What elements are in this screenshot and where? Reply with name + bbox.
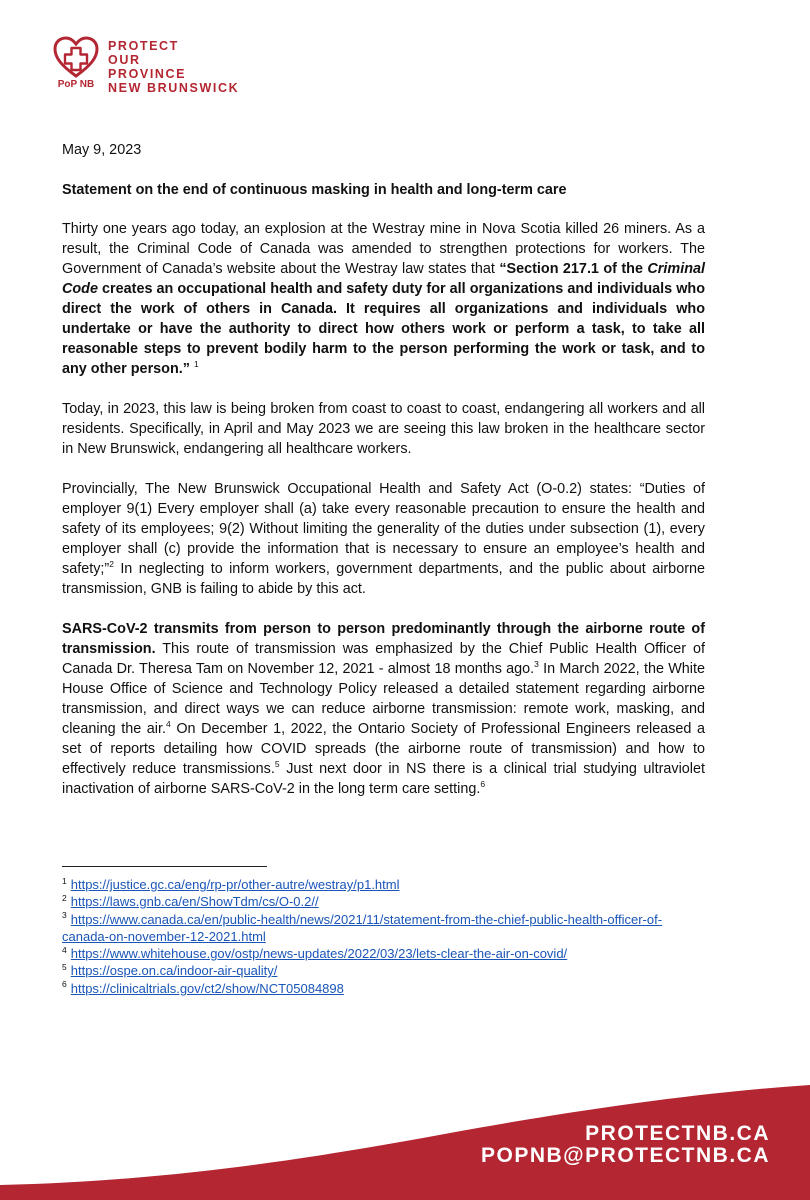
footnote-number: 4 [62,944,67,955]
footnote-divider [62,866,267,867]
footnote-number: 6 [62,979,67,990]
paragraph-text: Just next door in NS there is a clinical trial studying ultraviolet inactivation of airborne SARS-CoV-2 in the long term care setting. [62,761,706,797]
footnote-ref[interactable]: 2 [109,559,114,570]
logo-line: PROVINCE [108,67,187,81]
paragraph-text: Provincially, The New Brunswick Occupational Health and Safety Act (O-0.2) states: “Duties of employer 9(1) Every employer shall (a) take every reasonable precaution to ensure the health and safety of its employees; 9(2) Without limiting the generality of the duties under subsection (1), every employer shall (c) provide the information that is necessary to ensure an employee’s health and safety;” [62,481,705,577]
footnote-number: 2 [62,892,67,903]
footnote-link[interactable]: https://laws.gnb.ca/en/ShowTdm/cs/O-0.2// [70,894,319,910]
paragraph-ohs-act [62,479,705,599]
statement-title: Statement on the end of continuous masking in health and long-term care [62,182,567,198]
paragraph-law-broken: Today, in 2023, this law is being broken from coast to coast to coast, endangering all workers and all residents. Specifically, in April and May 2023 we are seeing this law broken in the healthcare sector in New Brunswick, endangering all healthcare workers. [62,401,705,457]
paragraph-text: Thirty one years ago today, an explosion at the Westray mine in Nova Scotia killed 26 miners. As a result, the Criminal Code of Canada was amended to strengthen protections for workers. The Government of Canada’s website about the Westray law states that [62,221,705,277]
footnote-ref[interactable]: 3 [534,659,539,670]
footnote-ref[interactable]: 1 [193,359,199,370]
footnote-item [62,911,708,946]
footer-website-link[interactable]: PROTECTNB.CA [585,1122,770,1145]
footnote-item [62,980,708,997]
paragraph-text: In neglecting to inform workers, government departments, and the public about airborne transmission, GNB is failing to abide by this act. [62,561,705,597]
paragraph-airborne [62,619,705,799]
logo-wordmark [108,39,368,95]
paragraph-text: This route of transmission was emphasized by the Chief Public Health Officer of Canada Dr. Theresa Tam on November 12, 2021 - almost 18 months ago. [62,641,705,677]
footnote-link[interactable]: https://www.canada.ca/en/public-health/news/2021/11/statement-from-the-chief-public-health-officer-of-canada-on-november-12-2021.html [62,911,663,944]
footnote-item [62,962,708,979]
footnote-item [62,876,708,893]
letter-date: May 9, 2023 [62,142,142,158]
footnote-link[interactable]: https://www.whitehouse.gov/ostp/news-updates/2022/03/23/lets-clear-the-air-on-covid/ [70,946,568,962]
footnote-ref[interactable]: 4 [166,719,171,730]
quote-text: creates an occupational health and safety duty for all organizations and individuals who direct the work of others in Canada. It requires all organizations and individuals who undertake or have the authority to direct how others work or perform a task, to take all reasonable steps to prevent bodily harm to the person performing the work or task, and to any other person.” [62,281,705,377]
heart-cross-icon [52,36,100,80]
footnote-ref[interactable]: 6 [480,779,486,790]
paragraph-westray [62,219,705,379]
letter-body [62,140,705,819]
footer-email-link[interactable]: POPNB@PROTECTNB.CA [481,1144,770,1167]
footnotes [62,866,708,997]
logo-line: PROTECT [108,39,179,53]
footnote-number: 1 [62,875,67,886]
airborne-statement: SARS-CoV-2 transmits from person to person predominantly through the airborne route of transmission. [62,621,705,657]
footnote-item [62,893,708,910]
footnote-number: 3 [62,910,67,921]
paragraph-text: In March 2022, the White House Office of Science and Technology Policy released a detailed statement regarding airborne transmission, and direct ways we can reduce airborne transmission: remote work, masking, and cleaning the air. [62,661,705,737]
footnote-link[interactable]: https://ospe.on.ca/indoor-air-quality/ [70,963,278,979]
footnote-link[interactable]: https://clinicaltrials.gov/ct2/show/NCT05084898 [70,980,344,996]
paragraph-text: On December 1, 2022, the Ontario Society of Professional Engineers released a set of reports detailing how COVID spreads (the airborne route of transmission) and how to effectively reduce transmissions. [62,721,705,777]
logo-line: OUR [108,53,141,67]
footnote-link[interactable]: https://justice.gc.ca/eng/rp-pr/other-autre/westray/p1.html [70,877,400,892]
logo-subtitle: PoP NB [57,79,95,90]
footnote-number: 5 [62,962,67,973]
quote-text: “Section 217.1 of the [499,261,648,277]
footnote-ref[interactable]: 5 [274,759,280,770]
criminal-code-emphasis: Criminal Code [62,261,705,297]
footnote-item [62,945,708,962]
footer-contact [481,1123,770,1167]
logo-line: NEW BRUNSWICK [108,81,240,95]
